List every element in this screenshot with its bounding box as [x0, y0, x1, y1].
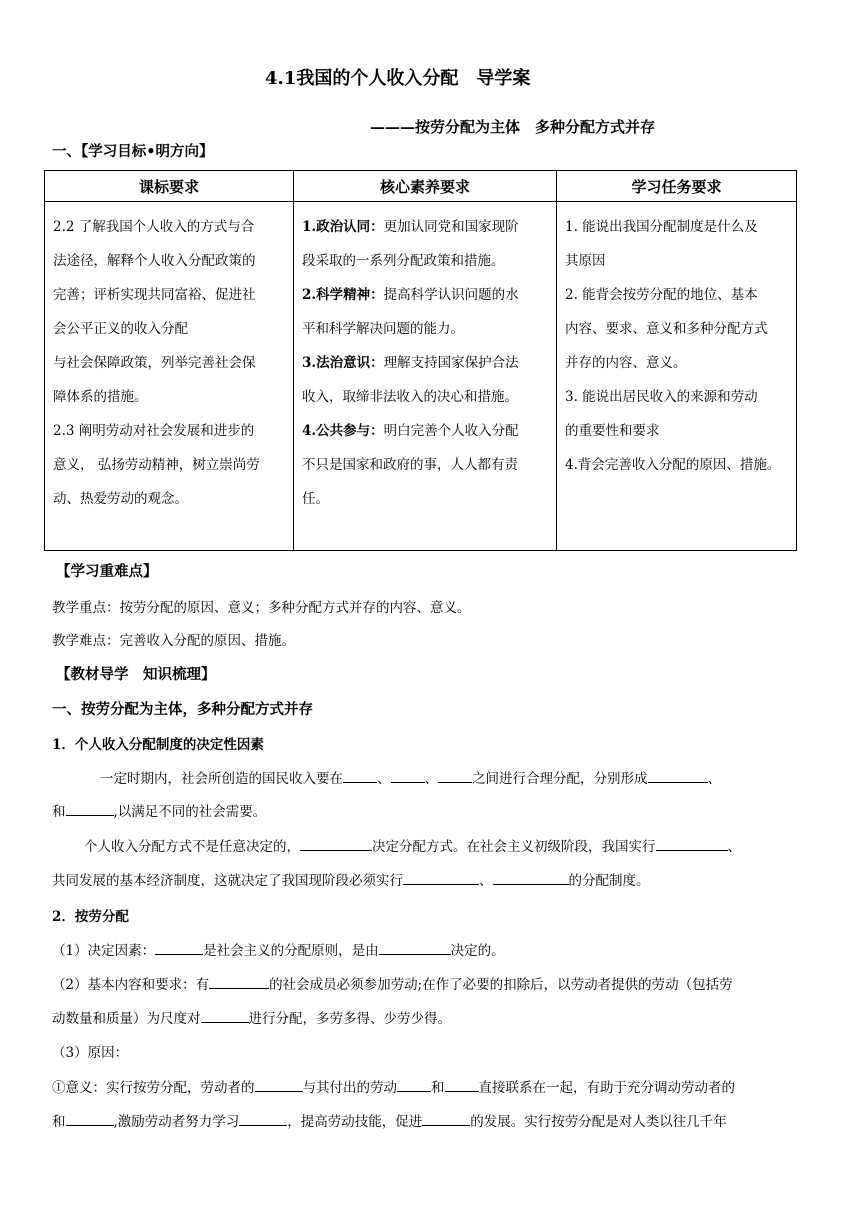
learning-goals-table [44, 170, 797, 551]
cell-line: 其原因 [565, 253, 606, 269]
cell-line: 不只是国家和政府的事，人人都有责 [302, 457, 518, 473]
item2-heading: 2．按劳分配 [52, 909, 129, 925]
paragraph-line: （3）原因： [52, 1045, 129, 1061]
paragraph-line: （1）决定因素： 是社会主义的分配原则，是由 决定的。 [52, 940, 505, 962]
cell-line: 平和科学解决问题的能力。 [302, 321, 464, 337]
fill-blank[interactable] [391, 768, 425, 783]
cell-line: 内容、要求、意义和多种分配方式 [565, 321, 768, 337]
section-heading-goals: 一、【学习目标•明方向】 [52, 143, 214, 160]
guide-heading: 【教材导学 知识梳理】 [56, 666, 216, 683]
cell-line: 动、热爱劳动的观念。 [53, 491, 188, 507]
fill-blank[interactable] [255, 1077, 303, 1092]
table-header-cell: 学习任务要求 [557, 171, 797, 202]
fill-blank[interactable] [201, 1008, 249, 1023]
cell-line: 会公平正义的收入分配 [53, 321, 188, 337]
paragraph-line: 共同发展的基本经济制度，这就决定了我国现阶段必须实行 、 的分配制度。 [52, 870, 650, 892]
fill-blank[interactable] [403, 870, 479, 885]
fill-blank[interactable] [239, 1111, 287, 1126]
cell-line: 2. 能背会按劳分配的地位、基本 [565, 287, 758, 303]
fill-blank[interactable] [66, 1111, 114, 1126]
fill-blank[interactable] [209, 974, 269, 989]
cell-line: 1.政治认同：更加认同党和国家现阶 [302, 219, 519, 235]
paragraph-line: 和 ,以满足不同的社会需要。 [52, 801, 266, 823]
fill-blank[interactable] [155, 940, 203, 955]
paragraph-line: 一定时期内，社会所创造的国民收入要在 、 、 之间进行合理分配，分别形成 、 [100, 768, 721, 790]
cell-line: 4.公共参与：明白完善个人收入分配 [302, 423, 519, 439]
table-body-row [45, 202, 797, 551]
paragraph-line: 动数量和质量）为尺度对 进行分配，多劳多得、少劳少得。 [52, 1008, 451, 1030]
item1-heading: 1．个人收入分配制度的决定性因素 [52, 737, 264, 753]
paragraph-line: 个人收入分配方式不是任意决定的， 决定分配方式。在社会主义初级阶段，我国实行 、 [84, 836, 741, 858]
cell-line: 1. 能说出我国分配制度是什么及 [565, 219, 758, 235]
cell-line: 任。 [302, 491, 329, 507]
learning-tasks-cell [557, 202, 797, 551]
fill-blank[interactable] [397, 1077, 431, 1092]
fill-blank[interactable] [438, 768, 472, 783]
cell-line: 完善；评析实现共同富裕、促进社 [53, 287, 256, 303]
fill-blank[interactable] [379, 940, 451, 955]
table-header-cell: 核心素养要求 [294, 171, 557, 202]
cell-line: 2.2 了解我国个人收入的方式与合 [53, 219, 255, 235]
paragraph-line: （2）基本内容和要求：有 的社会成员必须参加劳动;在作了必要的扣除后，以劳动者提供的劳动（包括劳 [52, 974, 733, 996]
page-title: 4.1我国的个人收入分配 导学案 [265, 68, 531, 89]
paragraph-line: 和 ,激励劳动者努力学习 ，提高劳动技能，促进 的发展。实行按劳分配是对人类以往几千年 [52, 1111, 727, 1133]
fill-blank[interactable] [422, 1111, 470, 1126]
fill-blank[interactable] [656, 836, 728, 851]
page-subtitle: ———按劳分配为主体 多种分配方式并存 [370, 118, 656, 136]
cell-line: 与社会保障政策，列举完善社会保 [53, 355, 256, 371]
paragraph-line: ①意义：实行按劳分配，劳动者的 与其付出的劳动 和 直接联系在一起，有助于充分调动劳动者的 [52, 1077, 735, 1099]
cell-line: 2.科学精神：提高科学认识问题的水 [302, 287, 519, 303]
table-header-row [45, 171, 797, 202]
fill-blank[interactable] [343, 768, 377, 783]
cell-line: 2.3 阐明劳动对社会发展和进步的 [53, 423, 255, 439]
cell-line: 法途径，解释个人收入分配政策的 [53, 253, 256, 269]
cell-line: 3. 能说出居民收入的来源和劳动 [565, 389, 758, 405]
fill-blank[interactable] [66, 801, 114, 816]
key-point-text: 教学重点：按劳分配的原因、意义；多种分配方式并存的内容、意义。 [52, 600, 471, 616]
cell-line: 4.背会完善收入分配的原因、措施。 [565, 457, 781, 473]
fill-blank[interactable] [300, 836, 372, 851]
cell-line: 障体系的措施。 [53, 389, 148, 405]
cell-line: 3.法治意识：理解支持国家保护合法 [302, 355, 519, 371]
part1-heading: 一、按劳分配为主体，多种分配方式并存 [52, 701, 313, 718]
cell-line: 的重要性和要求 [565, 423, 660, 439]
core-literacy-cell [294, 202, 557, 551]
cell-line: 意义， 弘扬劳动精神，树立崇尚劳 [53, 457, 260, 473]
key-points-heading: 【学习重难点】 [56, 563, 158, 580]
cell-line: 段采取的一系列分配政策和措施。 [302, 253, 505, 269]
cell-line: 并存的内容、意义。 [565, 355, 687, 371]
fill-blank[interactable] [648, 768, 708, 783]
fill-blank[interactable] [493, 870, 569, 885]
fill-blank[interactable] [445, 1077, 479, 1092]
table-header-cell: 课标要求 [45, 171, 294, 202]
difficult-point-text: 教学难点：完善收入分配的原因、措施。 [52, 633, 295, 649]
curriculum-requirements-cell [45, 202, 294, 551]
cell-line: 收入，取缔非法收入的决心和措施。 [302, 389, 518, 405]
